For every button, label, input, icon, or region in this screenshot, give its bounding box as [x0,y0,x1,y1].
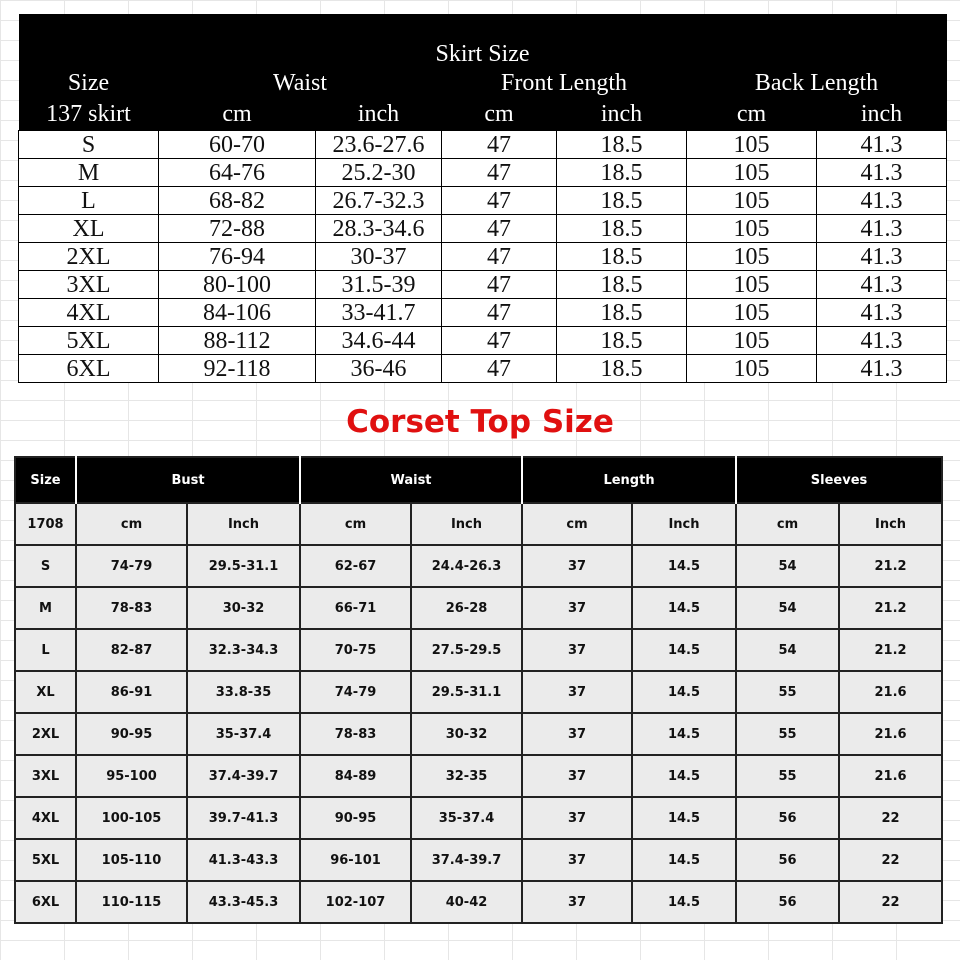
corset-value-cell: 70-75 [300,629,411,671]
corset-value-cell: 35-37.4 [187,713,300,755]
skirt-value-cell: 72-88 [159,215,316,243]
corset-group-sleeves: Sleeves [736,457,942,503]
skirt-value-cell: 41.3 [817,215,947,243]
corset-group-bust: Bust [76,457,300,503]
corset-table-row [15,797,942,839]
skirt-value-cell: 18.5 [557,215,687,243]
corset-value-cell: 27.5-29.5 [411,629,522,671]
corset-value-cell: 82-87 [76,629,187,671]
skirt-value-cell: 33-41.7 [316,299,442,327]
skirt-value-cell: 47 [442,243,557,271]
corset-table-row [15,755,942,797]
corset-value-cell: 33.8-35 [187,671,300,713]
corset-value-cell: 55 [736,671,839,713]
skirt-value-cell: 105 [687,243,817,271]
corset-value-cell: 14.5 [632,881,736,923]
corset-size-cell: S [15,545,76,587]
corset-value-cell: 37 [522,797,632,839]
corset-group-waist: Waist [300,457,522,503]
skirt-value-cell: 47 [442,215,557,243]
skirt-table-row [19,187,947,215]
skirt-value-cell: 88-112 [159,327,316,355]
corset-value-cell: 40-42 [411,881,522,923]
corset-value-cell: 14.5 [632,797,736,839]
corset-value-cell: 21.2 [839,587,942,629]
skirt-value-cell: 18.5 [557,299,687,327]
corset-value-cell: 29.5-31.1 [187,545,300,587]
skirt-value-cell: 18.5 [557,243,687,271]
corset-value-cell: 21.2 [839,629,942,671]
corset-value-cell: 84-89 [300,755,411,797]
corset-value-cell: 54 [736,545,839,587]
corset-value-cell: 26-28 [411,587,522,629]
corset-value-cell: 110-115 [76,881,187,923]
corset-unit: cm [300,503,411,545]
corset-value-cell: 37 [522,839,632,881]
skirt-size-cell: S [19,131,159,159]
corset-value-cell: 66-71 [300,587,411,629]
skirt-size-cell: 4XL [19,299,159,327]
skirt-value-cell: 47 [442,299,557,327]
corset-size-cell: 5XL [15,839,76,881]
corset-size-table [14,456,943,924]
corset-value-cell: 14.5 [632,671,736,713]
corset-value-cell: 14.5 [632,545,736,587]
corset-value-cell: 96-101 [300,839,411,881]
corset-unit: cm [736,503,839,545]
corset-value-cell: 56 [736,839,839,881]
skirt-table-title: Skirt Size [19,14,947,68]
skirt-value-cell: 41.3 [817,159,947,187]
skirt-value-cell: 105 [687,271,817,299]
skirt-value-cell: 105 [687,187,817,215]
corset-value-cell: 90-95 [76,713,187,755]
corset-value-cell: 95-100 [76,755,187,797]
skirt-value-cell: 47 [442,131,557,159]
skirt-value-cell: 47 [442,355,557,383]
skirt-size-table [18,14,947,383]
corset-unit-row [15,503,942,545]
corset-group-length: Length [522,457,736,503]
corset-value-cell: 39.7-41.3 [187,797,300,839]
skirt-value-cell: 84-106 [159,299,316,327]
corset-value-cell: 37 [522,587,632,629]
corset-unit: Inch [187,503,300,545]
skirt-size-cell: 3XL [19,271,159,299]
skirt-group-front-length: Front Length [442,68,687,98]
skirt-group-waist: Waist [159,68,442,98]
skirt-value-cell: 31.5-39 [316,271,442,299]
skirt-value-cell: 36-46 [316,355,442,383]
corset-size-cell: 2XL [15,713,76,755]
corset-value-cell: 21.2 [839,545,942,587]
corset-value-cell: 22 [839,839,942,881]
corset-unit: Inch [411,503,522,545]
corset-value-cell: 14.5 [632,755,736,797]
corset-table-row [15,881,942,923]
skirt-value-cell: 64-76 [159,159,316,187]
corset-value-cell: 30-32 [411,713,522,755]
skirt-value-cell: 105 [687,299,817,327]
skirt-value-cell: 18.5 [557,187,687,215]
corset-size-cell: M [15,587,76,629]
skirt-unit: inch [817,98,947,131]
skirt-table-row [19,131,947,159]
corset-value-cell: 37 [522,671,632,713]
corset-unit: cm [76,503,187,545]
corset-value-cell: 21.6 [839,713,942,755]
corset-value-cell: 14.5 [632,713,736,755]
skirt-table-row [19,243,947,271]
corset-value-cell: 62-67 [300,545,411,587]
skirt-value-cell: 76-94 [159,243,316,271]
skirt-value-cell: 105 [687,327,817,355]
corset-table-row [15,587,942,629]
corset-value-cell: 37 [522,755,632,797]
corset-value-cell: 37.4-39.7 [411,839,522,881]
skirt-value-cell: 105 [687,131,817,159]
skirt-value-cell: 18.5 [557,327,687,355]
corset-unit: Inch [839,503,942,545]
corset-value-cell: 37 [522,545,632,587]
skirt-table-body [19,131,947,383]
corset-unit: cm [522,503,632,545]
corset-table-row [15,671,942,713]
corset-value-cell: 56 [736,881,839,923]
skirt-table-row [19,215,947,243]
corset-value-cell: 21.6 [839,755,942,797]
skirt-value-cell: 30-37 [316,243,442,271]
corset-value-cell: 100-105 [76,797,187,839]
skirt-table-row [19,271,947,299]
skirt-group-back-length: Back Length [687,68,947,98]
corset-size-cell: L [15,629,76,671]
corset-size-label: Size [15,457,76,503]
skirt-table-row [19,327,947,355]
skirt-value-cell: 41.3 [817,243,947,271]
corset-table-row [15,545,942,587]
skirt-value-cell: 23.6-27.6 [316,131,442,159]
skirt-value-cell: 41.3 [817,271,947,299]
skirt-value-cell: 47 [442,187,557,215]
skirt-unit: cm [687,98,817,131]
skirt-value-cell: 18.5 [557,271,687,299]
corset-model-label: 1708 [15,503,76,545]
skirt-value-cell: 105 [687,159,817,187]
corset-value-cell: 56 [736,797,839,839]
skirt-size-cell: 6XL [19,355,159,383]
skirt-value-cell: 41.3 [817,355,947,383]
corset-table-row [15,629,942,671]
corset-value-cell: 74-79 [76,545,187,587]
skirt-table-row [19,159,947,187]
corset-value-cell: 105-110 [76,839,187,881]
skirt-value-cell: 47 [442,271,557,299]
skirt-value-cell: 47 [442,327,557,355]
skirt-value-cell: 105 [687,355,817,383]
skirt-value-cell: 41.3 [817,131,947,159]
corset-value-cell: 22 [839,881,942,923]
skirt-value-cell: 60-70 [159,131,316,159]
corset-value-cell: 37.4-39.7 [187,755,300,797]
corset-value-cell: 90-95 [300,797,411,839]
corset-value-cell: 37 [522,629,632,671]
corset-value-cell: 54 [736,587,839,629]
corset-value-cell: 74-79 [300,671,411,713]
skirt-size-cell: 5XL [19,327,159,355]
corset-value-cell: 24.4-26.3 [411,545,522,587]
corset-value-cell: 86-91 [76,671,187,713]
corset-value-cell: 78-83 [300,713,411,755]
corset-unit: Inch [632,503,736,545]
skirt-model-label: 137 skirt [19,98,159,131]
corset-value-cell: 54 [736,629,839,671]
skirt-value-cell: 26.7-32.3 [316,187,442,215]
corset-table-row [15,713,942,755]
skirt-unit: inch [316,98,442,131]
skirt-value-cell: 80-100 [159,271,316,299]
skirt-table-row [19,355,947,383]
corset-value-cell: 22 [839,797,942,839]
skirt-size-cell: XL [19,215,159,243]
corset-value-cell: 55 [736,713,839,755]
corset-value-cell: 37 [522,713,632,755]
corset-value-cell: 78-83 [76,587,187,629]
corset-value-cell: 37 [522,881,632,923]
skirt-value-cell: 25.2-30 [316,159,442,187]
corset-value-cell: 32-35 [411,755,522,797]
skirt-value-cell: 18.5 [557,159,687,187]
skirt-size-cell: M [19,159,159,187]
corset-value-cell: 55 [736,755,839,797]
corset-table-row [15,839,942,881]
skirt-value-cell: 41.3 [817,187,947,215]
corset-value-cell: 30-32 [187,587,300,629]
corset-value-cell: 14.5 [632,839,736,881]
skirt-value-cell: 92-118 [159,355,316,383]
skirt-value-cell: 18.5 [557,131,687,159]
skirt-size-cell: L [19,187,159,215]
skirt-value-cell: 68-82 [159,187,316,215]
skirt-value-cell: 47 [442,159,557,187]
corset-value-cell: 14.5 [632,587,736,629]
skirt-value-cell: 41.3 [817,327,947,355]
corset-table-title: Corset Top Size [346,404,614,440]
corset-value-cell: 32.3-34.3 [187,629,300,671]
corset-value-cell: 21.6 [839,671,942,713]
corset-value-cell: 35-37.4 [411,797,522,839]
skirt-value-cell: 28.3-34.6 [316,215,442,243]
skirt-unit: cm [442,98,557,131]
skirt-value-cell: 34.6-44 [316,327,442,355]
corset-value-cell: 102-107 [300,881,411,923]
corset-value-cell: 43.3-45.3 [187,881,300,923]
corset-size-cell: 6XL [15,881,76,923]
corset-value-cell: 29.5-31.1 [411,671,522,713]
skirt-value-cell: 41.3 [817,299,947,327]
corset-size-cell: 3XL [15,755,76,797]
corset-size-cell: 4XL [15,797,76,839]
skirt-value-cell: 18.5 [557,355,687,383]
skirt-value-cell: 105 [687,215,817,243]
skirt-unit: inch [557,98,687,131]
skirt-unit: cm [159,98,316,131]
skirt-size-label: Size [19,68,159,98]
corset-size-cell: XL [15,671,76,713]
corset-table-body [15,503,942,923]
skirt-table-row [19,299,947,327]
skirt-size-cell: 2XL [19,243,159,271]
corset-value-cell: 14.5 [632,629,736,671]
corset-value-cell: 41.3-43.3 [187,839,300,881]
